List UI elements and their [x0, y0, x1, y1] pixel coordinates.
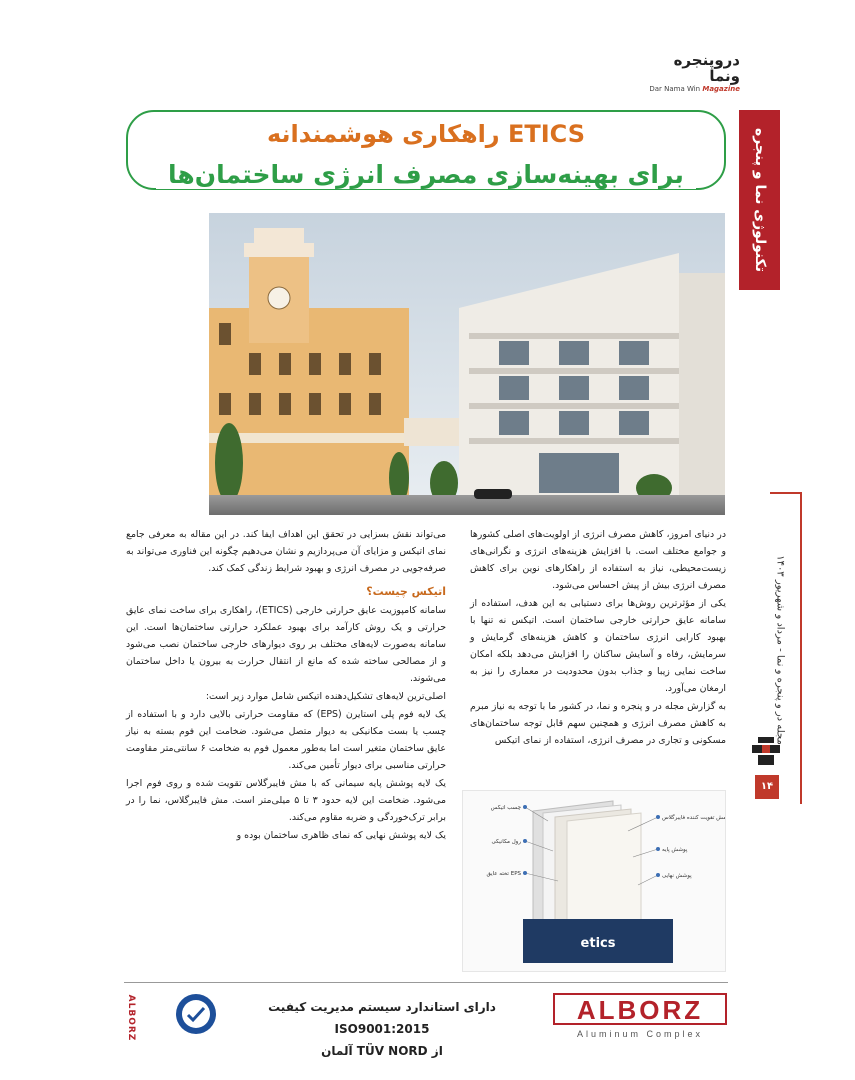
iso-line-1: دارای استاندارد سیستم مدیریت کیفیت ISO9001:2015	[268, 1000, 496, 1036]
iso-certification	[222, 996, 542, 1062]
article-subtitle: برای بهینه‌سازی مصرف انرژی ساختمان‌ها	[156, 160, 696, 189]
page-number: ۱۴	[755, 775, 779, 799]
paragraph: یک لایه پوشش نهایی که نمای ظاهری ساختمان بوده و	[236, 830, 446, 841]
body-column-right	[470, 526, 726, 750]
article-title: ETICS راهکاری هوشمندانه	[266, 120, 586, 148]
alborz-logo	[552, 990, 728, 1042]
paragraph: یک لایه فوم پلی استایرن (EPS) که مقاومت حرارتی بالایی دارد و با استفاده از چسب یا بست مکانیکی به دیوار متصل می‌شود. ضخامت این فوم بسته به نیاز عایق ساختمان متغیر است اما به‌طور معمول فوم به ضخامت ۶ سانتی‌متر مقاومت حرارتی مناسبی برای دیوار تأمین می‌کند.	[126, 709, 446, 771]
masthead-logo	[640, 51, 740, 93]
body-column-left	[126, 526, 446, 845]
masthead-sub	[640, 84, 740, 94]
section-subheading: اتیکس چیست؟	[366, 585, 446, 598]
paragraph: سامانه کامپوزیت عایق حرارتی خارجی (ETICS)، راهکاری برای ساخت نمای عایق حرارتی و یک روش کارآمد برای بهبود عملکرد حرارتی ساختمان‌ها است. این سامانه به‌صورت لایه‌های مختلف بر روی دیوارهای خارجی ساختمان نصب می‌شود و از مصالحی ساخته شده که مانع از انتقال حرارت به بیرون یا داخل ساختمان می‌شوند.	[126, 605, 446, 684]
side-rule-top	[770, 492, 802, 494]
paragraph: اصلی‌ترین لایه‌های تشکیل‌دهنده اتیکس شامل موارد زیر است:	[205, 691, 446, 702]
diagram-label: رول مکانیکی	[491, 839, 521, 845]
diagram-label: چسب اتیکس	[490, 805, 521, 811]
paragraph: یک لایه پوشش پایه سیمانی که با مش فایبرگلاس تقویت شده و روی فوم اجرا می‌شود. ضخامت این لایه حدود ۳ تا ۵ میلی‌متر است. مش فایبرگلاس، نما را در برابر ترک‌خوردگی و ضربه مقاوم می‌کند.	[126, 778, 446, 823]
diagram-label: مش تقویت کننده فایبرگلاس	[662, 815, 725, 821]
article-subtitle-wrap	[126, 160, 726, 189]
paragraph: در دنیای امروز، کاهش مصرف انرژی از اولویت‌های اصلی کشورها و جوامع مختلف است. با افزایش هزینه‌های انرژی و نگرانی‌های زیست‌محیطی، نیاز به استفاده از راهکارهای نوین برای کاهش مصرف انرژی بیش از پیش احساس می‌شود.	[470, 529, 726, 591]
section-tab	[739, 110, 780, 290]
building-photo	[209, 213, 725, 515]
magazine-mark-icon	[752, 735, 780, 767]
paragraph: می‌تواند نقش بسزایی در تحقق این اهداف ایفا کند. در این مقاله به معرفی جامع نمای اتیکس و مزایای آن می‌پردازیم و نشان می‌دهیم چگونه این فناوری می‌تواند به صرفه‌جویی در مصرف انرژی و بهبود شرایط زندگی کمک کند.	[126, 529, 446, 574]
etics-layer-diagram	[462, 790, 726, 972]
alborz-logo-text: ALBORZ	[576, 995, 704, 1025]
tuv-certification-icon	[175, 993, 217, 1035]
diagram-label: پوشش نهایی	[662, 873, 692, 879]
diagram-brand: etics	[580, 936, 616, 951]
side-rule	[800, 492, 802, 804]
paragraph: به گزارش مجله در و پنجره و نما، در کشور ما با توجه به نیاز مبرم به کاهش مصرف انرژی و همچنین سهم قابل توجه ساختمان‌های مسکونی و تجاری در مصرف انرژی، استفاده از نمای اتیکس	[470, 701, 726, 746]
diagram-label: پوشش پایه	[662, 847, 688, 853]
magazine-issue-text: مجله در و پنجره و نما - مرداد و شهریور ۱۴۰۳	[774, 555, 786, 745]
diagram-label: تخته عایق EPS	[486, 871, 521, 877]
masthead-sub-prefix: Dar Nama Win	[649, 85, 701, 93]
vertical-brand	[124, 990, 138, 1046]
masthead-sub-mag: Magazine	[702, 85, 740, 93]
footer-divider	[124, 982, 728, 983]
iso-line-2: از TÜV NORD آلمان	[321, 1044, 443, 1058]
alborz-logo-sub: Aluminum Complex	[576, 1029, 704, 1039]
paragraph: یکی از مؤثرترین روش‌ها برای دستیابی به این هدف، استفاده از سامانه عایق حرارتی خارجی ساختمان است. اتیکس نه تنها با بهبود کارایی انرژی ساختمان و کاهش هزینه‌های گرمایش و سرمایش، رفاه و آسایش ساکنان را افزایش می‌دهد بلکه امکان ساخت نمایی زیبا و جذاب بدون محدودیت در معماری را نیز به ارمغان می‌آورد.	[470, 598, 726, 694]
vertical-brand-text: ALBORZ	[126, 994, 136, 1042]
section-tab-label: تکنولوژی نما و پنجره	[751, 127, 768, 273]
masthead-name: دروپنجره ونما	[673, 51, 740, 85]
